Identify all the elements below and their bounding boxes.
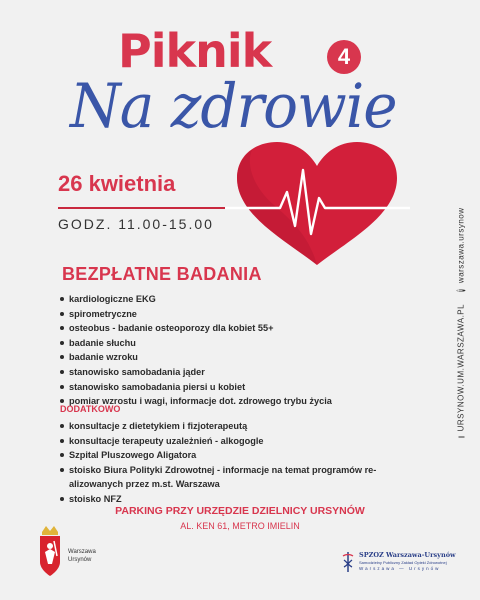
spzoz-city: Warszawa — Ursynów bbox=[359, 566, 441, 571]
edition-badge: 4 bbox=[327, 40, 361, 74]
side-contact bbox=[446, 207, 466, 448]
list-item: Szpital Pluszowego Aligatora bbox=[60, 448, 410, 463]
list-item: badanie słuchu bbox=[60, 336, 332, 351]
district-name: Ursynów bbox=[68, 557, 92, 563]
list-item: stanowisko samobadania piersi u kobiet bbox=[60, 380, 332, 395]
event-date: 26 kwietnia bbox=[58, 171, 176, 196]
additional-title: DODATKOWO bbox=[60, 404, 121, 414]
list-item: konsultacje z dietetykiem i fizjoterapeutą bbox=[60, 419, 410, 434]
list-item: stanowisko samobadania jąder bbox=[60, 365, 332, 380]
additional-list bbox=[60, 419, 410, 507]
website-link[interactable]: URSYNOW.UM.WARSZAWA.PL bbox=[456, 303, 466, 432]
facebook-icon: f bbox=[457, 289, 465, 292]
spzoz-logo bbox=[340, 551, 356, 573]
city-logo-text bbox=[68, 548, 96, 564]
event-title: Piknik bbox=[118, 24, 272, 78]
parking-info: PARKING PRZY URZĘDZIE DZIELNICY URSYNÓW bbox=[115, 505, 365, 517]
list-item: osteobus - badanie osteoporozy dla kobiet 55+ bbox=[60, 321, 332, 336]
address: AL. KEN 61, METRO IMIELIN bbox=[180, 521, 300, 531]
event-subtitle: Na zdrowie bbox=[70, 70, 397, 142]
list-item: stoisko Biura Polityki Zdrowotnej - informacje na temat programów re-alizowanych przez m.st. Warszawa bbox=[60, 463, 410, 492]
free-tests-list bbox=[60, 292, 332, 409]
list-item: pomiar wzrostu i wagi, informacje dot. zdrowego trybu życia bbox=[60, 394, 332, 409]
spzoz-subtitle: Samodzielny Publiczny Zakład Opieki Zdrowotnej bbox=[359, 560, 447, 565]
spzoz-name: SPZOZ Warszawa-Ursynów bbox=[359, 551, 456, 559]
list-item: badanie wzroku bbox=[60, 350, 332, 365]
event-hours: GODZ. 11.00-15.00 bbox=[58, 216, 214, 232]
list-item: kardiologiczne EKG bbox=[60, 292, 332, 307]
city-name: Warszawa bbox=[68, 549, 96, 555]
heart-icon bbox=[225, 140, 410, 270]
list-item: stoisko NFZ bbox=[60, 492, 410, 507]
list-item: spirometryczne bbox=[60, 307, 332, 322]
list-item: konsultacje terapeuty uzależnień - alkogogle bbox=[60, 434, 410, 449]
facebook-handle[interactable]: warszawa.ursynow bbox=[456, 207, 466, 284]
warsaw-crest-logo bbox=[38, 526, 62, 578]
free-tests-title: BEZPŁATNE BADANIA bbox=[62, 264, 262, 284]
